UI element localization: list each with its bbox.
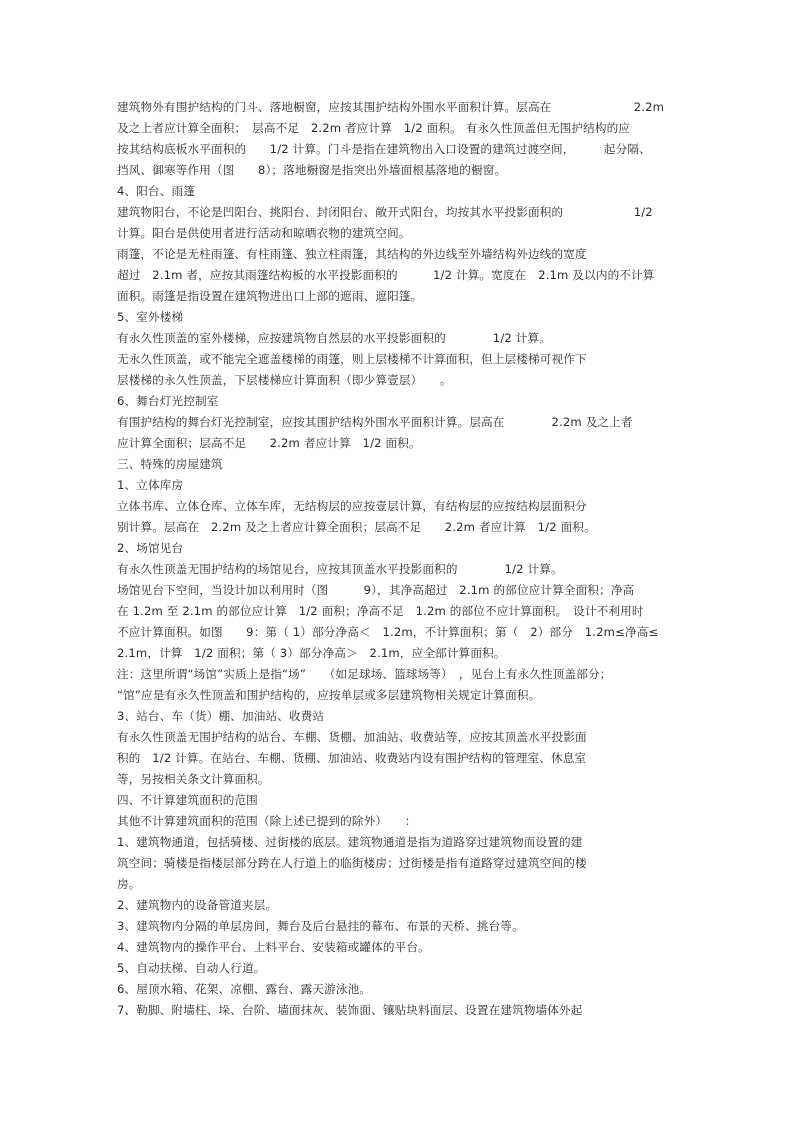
- paragraph-line: 有永久性顶盖无围护结构的场馆见台，应按其顶盖水平投影面积的 1/2 计算。: [117, 562, 563, 576]
- section-heading: 5、室外楼梯: [117, 310, 184, 324]
- paragraph-line: 不应计算面积。如图 9：第（ 1）部分净高＜ 1.2m，不计算面积；第（ 2）部分 1.2m≤净高≤: [117, 625, 659, 639]
- paragraph-line: 房。: [117, 877, 141, 891]
- section-heading: 2、场馆见台: [117, 541, 184, 555]
- section-heading: 6、舞台灯光控制室: [117, 394, 219, 408]
- paragraph-line: 立体书库、立体仓库、立体车库，无结构层的应按壹层计算，有结构层的应按结构层面积分: [117, 499, 587, 513]
- paragraph-line: 建筑物外有围护结构的门斗、落地橱窗，应按其围护结构外围水平面积计算。层高在 2.2m: [117, 100, 665, 114]
- note-line: “馆”应是有永久性顶盖和围护结构的，应按单层或多层建筑物相关规定计算面积。: [117, 688, 541, 702]
- paragraph-line: 有永久性顶盖无围护结构的站台、车棚、货棚、加油站、收费站等，应按其顶盖水平投影面: [117, 730, 587, 744]
- paragraph-line: 应计算全面积；层高不足 2.2m 者应计算 1/2 面积。: [117, 436, 421, 450]
- paragraph-line: 在 1.2m 至 2.1m 的部位应计算 1/2 面积；净高不足 1.2m 的部位不应计算面积。 设计不利用时: [117, 604, 644, 618]
- paragraph-line: 计算。阳台是供使用者进行活动和晾晒衣物的建筑空间。: [117, 226, 411, 240]
- paragraph-line: 有围护结构的舞台灯光控制室，应按其围护结构外围水平面积计算。层高在 2.2m 及之上者: [117, 415, 633, 429]
- paragraph-line: 及之上者应计算全面积； 层高不足 2.2m 者应计算 1/2 面积。 有永久性顶盖但无围护结构的应: [117, 121, 631, 135]
- paragraph-line: 面积。雨篷是指设置在建筑物进出口上部的遮雨、遮阳篷。: [117, 289, 423, 303]
- paragraph-line: 积的 1/2 计算。在站台、车棚、货棚、加油站、收费站内设有围护结构的管理室、休息室: [117, 751, 587, 765]
- list-item: 5、自动扶梯、自动人行道。: [117, 961, 266, 975]
- paragraph-line: 场馆见台下空间，当设计加以利用时（图 9），其净高超过 2.1m 的部位应计算全面积；净高: [117, 583, 635, 597]
- section-heading: 1、立体库房: [117, 478, 184, 492]
- chapter-heading: 三、特殊的房屋建筑: [117, 457, 223, 471]
- paragraph-line: 2.1m，计算 1/2 面积；第（ 3）部分净高＞ 2.1m，应全部计算面积。: [117, 646, 506, 660]
- paragraph-line: 别计算。层高在 2.2m 及之上者应计算全面积；层高不足 2.2m 者应计算 1/2 面积。: [117, 520, 596, 534]
- list-item: 3、建筑物内分隔的单层房间，舞台及后台悬挂的幕布、布景的天桥、挑台等。: [117, 919, 524, 933]
- section-heading: 4、阳台、雨篷: [117, 184, 195, 198]
- list-item: 6、屋顶水箱、花架、凉棚、露台、露天游泳池。: [117, 982, 372, 996]
- paragraph-line: 有永久性顶盖的室外楼梯，应按建筑物自然层的水平投影面积的 1/2 计算。: [117, 331, 551, 345]
- paragraph-line: 无永久性顶盖，或不能完全遮盖楼梯的雨篷，则上层楼梯不计算面积，但上层楼梯可视作下: [117, 352, 587, 366]
- paragraph-line: 层楼梯的永久性顶盖，下层楼梯应计算面积（即少算壹层） 。: [117, 373, 452, 387]
- paragraph-line: 按其结构底板水平面积的 1/2 计算。门斗是指在建筑物出入口设置的建筑过渡空间， 起分隔、: [117, 142, 651, 156]
- list-item: 4、建筑物内的操作平台、上料平台、安装箱或罐体的平台。: [117, 940, 430, 954]
- list-item: 2、建筑物内的设备管道夹层。: [117, 898, 278, 912]
- paragraph-line: 建筑物阳台，不论是凹阳台、挑阳台、封闭阳台、敞开式阳台，均按其水平投影面积的 1/2: [117, 205, 653, 219]
- paragraph-line: 挡风、御寒等作用（图 8）；落地橱窗是指突出外墙面根基落地的橱窗。: [117, 163, 507, 177]
- note-line: 注：这里所谓“场馆”实质上是指“场” （如足球场、篮球场等） ，见台上有永久性顶盖部分；: [117, 667, 612, 681]
- paragraph-line: 超过 2.1m 者，应按其雨篷结构板的水平投影面积的 1/2 计算。宽度在 2.1m 及以内的不计算: [117, 268, 655, 282]
- paragraph-line: 其他不计算建筑面积的范围（除上述已提到的除外） ：: [117, 814, 417, 828]
- paragraph-line: 筑空间；骑楼是指楼层部分跨在人行道上的临街楼房；过街楼是指有道路穿过建筑空间的楼: [117, 856, 587, 870]
- section-heading: 3、站台、车（货）棚、加油站、收费站: [117, 709, 325, 723]
- paragraph-line: 雨篷，不论是无柱雨篷、有柱雨篷、独立柱雨篷，其结构的外边线至外墙结构外边线的宽度: [117, 247, 587, 261]
- chapter-heading: 四、不计算建筑面积的范围: [117, 793, 258, 807]
- list-item: 1、建筑物通道，包括骑楼、过街楼的底层。建筑物通道是指为道路穿过建筑物而设置的建: [117, 835, 583, 849]
- list-item: 7、勒脚、附墙柱、垛、台阶、墙面抹灰、装饰面、镶贴块料面层、设置在建筑物墙体外起: [117, 1003, 583, 1017]
- paragraph-line: 等，另按相关条文计算面积。: [117, 772, 270, 786]
